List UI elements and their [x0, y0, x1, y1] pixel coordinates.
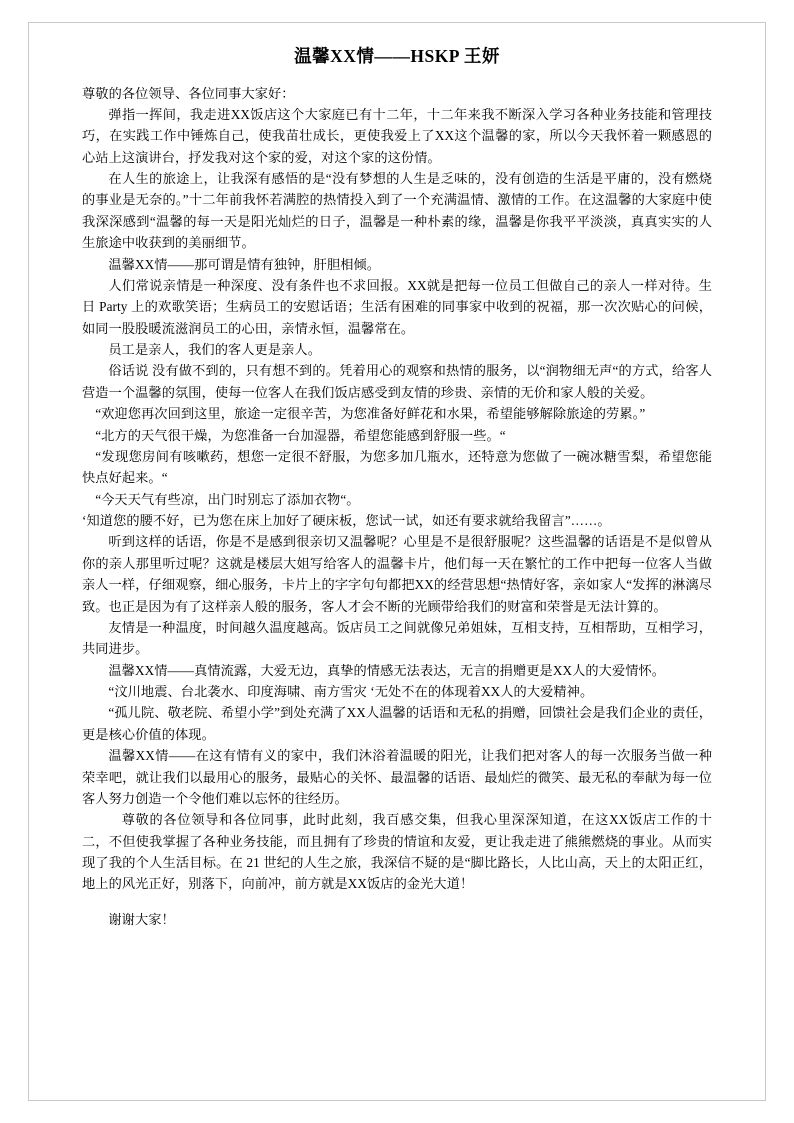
paragraph: 谢谢大家！	[108, 911, 175, 927]
paragraph: “汶川地震、台北袭水、印度海啸、南方雪灾 ‘无处不在的体现着XX人的大爱精神。	[108, 684, 594, 699]
paragraph: 友情是一种温度，时间越久温度越高。饭店员工之间就像兄弟姐妹，互相支持，互相帮助，互相学习，共同进步。	[82, 619, 712, 657]
paragraph: ‘知道您的腰不好，已为您在床上加好了硬床板，您试一试，如还有要求就给我留言”……。	[82, 513, 611, 528]
paragraph: 尊敬的各位领导和各位同事，此时此刻，我百感交集，但我心里深深知道，在这XX饭店工作的十二，不但使我掌握了各种业务技能，而且拥有了珍贵的情谊和友爱，更让我走进了熊熊燃烧的事业。从而实现了我的个人生活目标。在 21 世纪的人生之旅，我深信不疑的是“脚比路长，人比山高，天上的太阳正红，地上的风光正好，别落下，向前冲，前方就是XX饭店的金光大道！	[82, 812, 712, 892]
document-body	[82, 44, 712, 930]
paragraph: 弹指一挥间，我走进XX饭店这个大家庭已有十二年，十二年来我不断深入学习各种业务技能和管理技巧，在实践工作中锤炼自己，使我苗壮成长，更使我爱上了XX这个温馨的家，所以今天我怀着一颗感恩的心站上这演讲台，抒发我对这个家的爱，对这个家的这份情。	[82, 106, 712, 165]
paragraph: 温馨XX情——在这有情有义的家中，我们沐浴着温暖的阳光，让我们把对客人的每一次服务当做一种荣幸吧，就让我们以最用心的服务，最贴心的关怀、最温馨的话语、最灿烂的微笑、最无私的奉献为每一位客人努力创造一个令他们难以忘怀的往经历。	[82, 748, 712, 806]
paragraph: 听到这样的话语，你是不是感到很亲切又温馨呢？心里是不是很舒服呢？这些温馨的话语是不是似曾从你的亲人那里听过呢？这就是楼层大姐写给客人的温馨卡片，他们每一天在繁忙的工作中把每一位客人当做亲人一样，仔细观察，细心服务，卡片上的字字句句都把XX的经营思想“热情好客，亲如家人“发挥的淋漓尽致。也正是因为有了这样亲人般的服务，客人才会不断的光顾带给我们的财富和荣誉是无法计算的。	[82, 534, 712, 614]
paragraph: 员工是亲人，我们的客人更是亲人。	[108, 342, 321, 357]
paragraph: “今天天气有些凉，出门时别忘了添加衣物“。	[95, 491, 360, 507]
paragraph: 俗话说 没有做不到的，只有想不到的。凭着用心的观察和热情的服务，以“润物细无声“的方式，给客人营造一个温馨的氛围，使每一位客人在我们饭店感受到友情的珍贵、亲情的无价和家人般的关爱。	[82, 363, 712, 400]
paragraph: “欢迎您再次回到这里，旅途一定很辛苦，为您准备好鲜花和水果，希望能够解除旅途的劳累。”	[95, 406, 646, 422]
paragraph: 人们常说亲情是一种深度、没有条件也不求回报。XX就是把每一位员工但做自己的亲人一样对待。生日 Party 上的欢歌笑语；生病员工的安慰话语；生活有困难的同事家中收到的祝福，那一次次贴心的问候，如同一股股暖流滋润员工的心田，亲情永恒，温馨常在。	[82, 277, 712, 336]
paragraph: 尊敬的各位领导、各位同事大家好：	[82, 85, 295, 101]
paragraph: “北方的天气很干燥，为您准备一台加湿器，希望您能感到舒服一些。“	[95, 427, 506, 443]
paragraph: “发现您房间有咳嗽药，想您一定很不舒服，为您多加几瓶水，还特意为您做了一碗冰糖雪梨，希望您能快点好起来。“	[82, 448, 712, 486]
paragraph-list	[82, 83, 712, 931]
paragraph: 温馨XX情——那可谓是情有独钟，肝胆相倾。	[108, 256, 381, 272]
paragraph: 在人生的旅途上，让我深有感悟的是“没有梦想的人生是乏味的，没有创造的生活是平庸的，没有燃烧的事业是无奈的。”十二年前我怀若满腔的热情投入到了一个充满温情、激情的工作。在这温馨的大家庭中使我深深感到“温馨的每一天是阳光灿烂的日子，温馨是一种朴素的缘，温馨是你我平平淡淡，真真实实的人生旅途中收获到的美丽细节。	[82, 171, 712, 251]
paragraph: 温馨XX情——真情流露，大爱无边，真挚的情感无法表达，无言的捐赠更是XX人的大爱情怀。	[108, 662, 666, 678]
paragraph: “孤儿院、敬老院、希望小学”到处充满了XX人温馨的话语和无私的捐赠，回馈社会是我们企业的责任，更是核心价值的体现。	[82, 705, 712, 742]
page-title: 温馨XX情——HSKP 王妍	[294, 46, 500, 66]
